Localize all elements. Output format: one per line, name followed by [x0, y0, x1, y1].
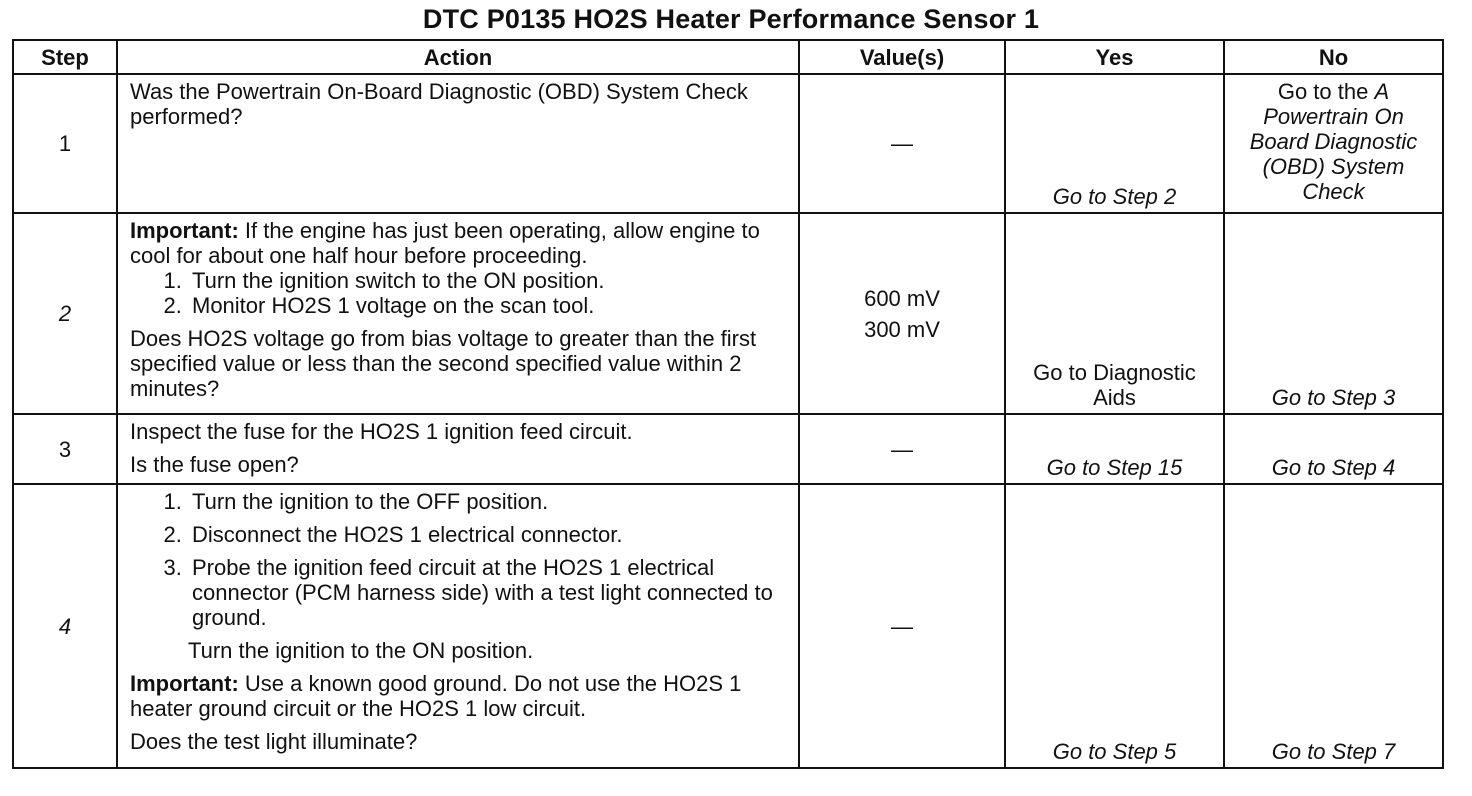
action-cell [117, 213, 799, 414]
table-row-step-4 [13, 484, 1443, 768]
value-cell: — [799, 74, 1005, 213]
important-note [130, 671, 786, 721]
yes-cell: Go to Diagnostic Aids [1005, 213, 1224, 414]
no-cell: Go to Step 4 [1224, 414, 1443, 484]
header-action: Action [117, 40, 799, 74]
table-row-step-3 [13, 414, 1443, 484]
value-cell [799, 213, 1005, 414]
important-text: If the engine has just been operating, allow engine to cool for about one half hour before proceeding. [130, 218, 760, 268]
important-text: Use a known good ground. Do not use the HO2S 1 heater ground circuit or the HO2S 1 low circuit. [130, 671, 742, 721]
action-cell [117, 414, 799, 484]
diagnostic-table [12, 39, 1444, 769]
value-cell: — [799, 484, 1005, 768]
action-steps-list [130, 489, 786, 630]
step-number: 1 [13, 74, 117, 213]
table-row-step-2 [13, 213, 1443, 414]
list-item: 2. Disconnect the HO2S 1 electrical connector. [188, 522, 786, 547]
yes-cell: Go to Step 15 [1005, 414, 1224, 484]
list-item: 1. Turn the ignition switch to the ON position. [188, 268, 786, 293]
no-reference: A Powertrain On Board Diagnostic (OBD) System Check [1249, 79, 1418, 204]
header-values: Value(s) [799, 40, 1005, 74]
important-note [130, 218, 786, 268]
action-cell [117, 484, 799, 768]
yes-cell: Go to Step 2 [1005, 74, 1224, 213]
list-item: 3. Probe the ignition feed circuit at the HO2S 1 electrical connector (PCM harness side) with a test light connected to ground. [188, 555, 786, 630]
list-item: 1. Turn the ignition to the OFF position. [188, 489, 786, 514]
action-question: Does the test light illuminate? [130, 729, 418, 754]
page-title: DTC P0135 HO2S Heater Performance Sensor 1 [422, 4, 1040, 34]
table-row-step-1 [13, 74, 1443, 213]
action-text: Inspect the fuse for the HO2S 1 ignition feed circuit. [130, 419, 633, 444]
yes-cell: Go to Step 5 [1005, 484, 1224, 768]
step-number: 4 [13, 484, 117, 768]
action-question: Does HO2S voltage go from bias voltage to greater than the first specified value or less than the second specified value within 2 minutes? [130, 326, 757, 401]
value-2: 300 mV [864, 316, 940, 342]
no-cell: Go to Step 7 [1224, 484, 1443, 768]
no-prefix: Go to the [1277, 79, 1375, 104]
continuation-text: Turn the ignition to the ON position. [188, 638, 534, 663]
list-item: 2. Monitor HO2S 1 voltage on the scan tool. [188, 293, 786, 318]
action-question: Is the fuse open? [130, 452, 299, 477]
action-text: Was the Powertrain On-Board Diagnostic (OBD) System Check performed? [130, 79, 748, 129]
important-label: Important: [130, 671, 239, 696]
action-cell [117, 74, 799, 213]
header-yes: Yes [1005, 40, 1224, 74]
header-no: No [1224, 40, 1443, 74]
step-number: 3 [13, 414, 117, 484]
no-cell: Go to Step 3 [1224, 213, 1443, 414]
value-cell: — [799, 414, 1005, 484]
value-1: 600 mV [864, 285, 940, 311]
header-step: Step [13, 40, 117, 74]
important-label: Important: [130, 218, 239, 243]
header-row [13, 40, 1443, 74]
action-steps-list [130, 268, 786, 318]
step-number: 2 [13, 213, 117, 414]
no-cell [1224, 74, 1443, 213]
